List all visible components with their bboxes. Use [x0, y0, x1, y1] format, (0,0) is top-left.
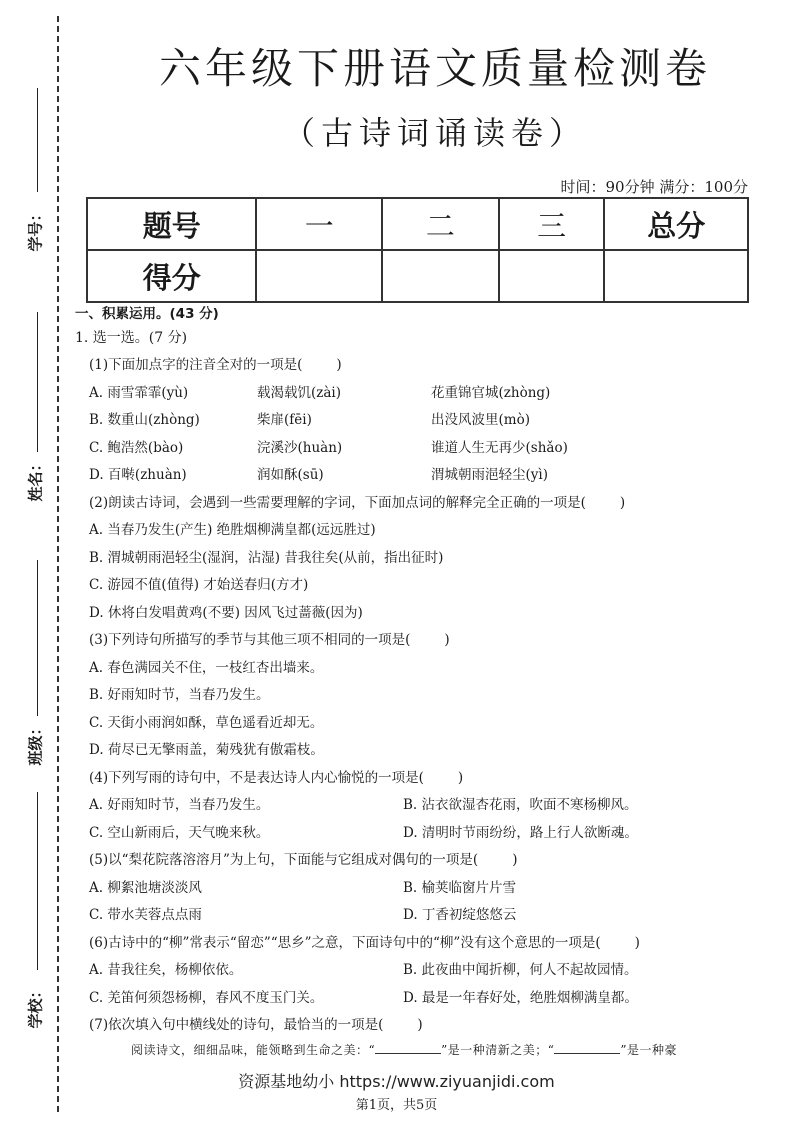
option-d: D. 荷尽已无擎雨盖，菊残犹有傲霜枝。	[89, 742, 324, 758]
option-c: C. 天街小雨润如酥，草色遥看近却无。	[89, 714, 324, 731]
option-a: A. 春色满园关不住，一枝红杏出墙来。	[89, 659, 324, 676]
option-row-b	[75, 407, 775, 435]
header-cell-part-2: 二	[382, 198, 499, 250]
fill-blank-1[interactable]	[375, 1042, 441, 1054]
option-a: A. 昔我往矣，杨柳依依。	[89, 962, 243, 978]
option-c: C. 空山新雨后，天气晚来秋。	[89, 824, 270, 841]
reading-passage: 阅读诗文，细细品味，能领略到生命之美：“ ”是一种清新之美；“ ”是一种豪	[131, 1042, 678, 1057]
subquestion-1-stem: (1)下面加点字的注音全对的一项是( )	[89, 357, 342, 373]
subquestion-6-stem: (6)古诗中的“柳”常表示“留恋”“思乡”之意，下面诗句中的“柳”没有这个意思的一项是( )	[89, 934, 640, 951]
option-a: A. 当春乃发生(产生) 绝胜烟柳满皇都(远远胜过)	[89, 522, 376, 538]
option-text: 花重锦官城(zhòng)	[431, 384, 551, 401]
option-a: A. 柳絮池塘淡淡风	[89, 879, 202, 896]
class-field[interactable]	[22, 560, 45, 790]
option-row-a	[75, 380, 775, 408]
exam-meta: 时间：90分钟 满分：100分	[560, 178, 748, 196]
header-cell-total: 总分	[604, 198, 748, 250]
option-row-ab	[75, 792, 775, 820]
option-b: B. 此夜曲中闻折柳，何人不起故园情。	[403, 962, 638, 978]
option-b: B. 榆荚临窗片片雪	[403, 879, 517, 896]
option-text: 谁道人生无再少(shǎo)	[431, 439, 568, 456]
question-1-title: 1. 选一选。(7 分)	[75, 330, 188, 346]
score-cell-part-1[interactable]	[256, 250, 382, 302]
score-cell-part-3[interactable]	[499, 250, 605, 302]
school-field[interactable]	[22, 792, 45, 1042]
subquestion-3-stem: (3)下列诗句所描写的季节与其他三项不相同的一项是( )	[89, 632, 450, 648]
class-underline	[37, 560, 38, 716]
section-1-title: 一、积累运用。(43 分)	[75, 306, 219, 322]
header-cell-question-no: 题号	[87, 198, 256, 250]
option-a: A. 好雨知时节，当春乃发生。	[89, 797, 270, 813]
option-row-cd	[75, 820, 775, 848]
score-cell-part-2[interactable]	[382, 250, 499, 302]
option-text: B. 数重山(zhòng)	[89, 412, 200, 428]
option-text: A. 雨雪霏霏(yù)	[89, 384, 189, 401]
option-row-d	[75, 462, 775, 490]
option-text: 柴扉(fēi)	[257, 412, 312, 428]
option-d: D. 清明时节雨纷纷，路上行人欲断魂。	[403, 824, 638, 841]
option-b: B. 好雨知时节，当春乃发生。	[89, 687, 270, 703]
page-title: 六年级下册语文质量检测卷	[158, 44, 711, 93]
binding-dashed-line	[57, 16, 59, 1112]
student-id-label: 学号：	[26, 206, 45, 252]
subquestion-4-stem: (4)下列写雨的诗句中，不是表达诗人内心愉悦的一项是( )	[89, 769, 464, 786]
score-table-score-row	[87, 250, 748, 302]
option-d: D. 休将白发唱黄鸡(不要) 因风飞过蔷薇(因为)	[89, 604, 363, 621]
name-label: 姓名：	[26, 456, 45, 502]
option-text: 载渴载饥(zài)	[257, 384, 342, 401]
header-cell-part-3: 三	[499, 198, 605, 250]
class-label: 班级：	[26, 720, 45, 766]
option-text: 润如酥(sū)	[257, 467, 324, 483]
option-row-ab	[75, 875, 775, 903]
option-c: C. 羌笛何须怨杨柳，春风不度玉门关。	[89, 989, 324, 1006]
name-underline	[37, 312, 38, 452]
watermark-link: 资源基地幼小 https://www.ziyuanjidi.com	[238, 1072, 555, 1091]
option-text: 出没风波里(mò)	[431, 412, 530, 428]
subquestion-5-stem: (5)以“梨花院落溶溶月”为上句，下面能与它组成对偶句的一项是( )	[89, 852, 518, 868]
option-d: D. 最是一年春好处，绝胜烟柳满皇都。	[403, 989, 638, 1006]
header-cell-part-1: 一	[256, 198, 382, 250]
school-label: 学校：	[26, 983, 45, 1029]
score-table	[86, 197, 749, 303]
subquestion-2-stem: (2)朗读古诗词，会遇到一些需要理解的字词，下面加点词的解释完全正确的一项是( )	[89, 494, 626, 511]
option-text: 渭城朝雨浥轻尘(yì)	[431, 467, 548, 483]
page-number: 第1页，共5页	[355, 1098, 438, 1113]
option-text: C. 鲍浩然(bào)	[89, 439, 184, 456]
option-row-cd	[75, 902, 775, 930]
page-subtitle: （古诗词诵读卷）	[282, 114, 587, 152]
option-text: 浣溪沙(huàn)	[257, 439, 343, 456]
school-underline	[37, 792, 38, 970]
option-b: B. 渭城朝雨浥轻尘(湿润，沾湿) 昔我往矣(从前，指出征时)	[89, 549, 444, 566]
option-row-cd	[75, 985, 775, 1013]
name-field[interactable]	[22, 312, 45, 512]
option-b: B. 沾衣欲湿杏花雨，吹面不寒杨柳风。	[403, 797, 638, 813]
student-id-underline	[37, 88, 38, 192]
option-c: C. 游园不值(值得) 才始送春归(方才)	[89, 577, 309, 593]
option-d: D. 丁香初绽悠悠云	[403, 907, 517, 923]
score-row-label: 得分	[87, 250, 256, 302]
subquestion-7-stem: (7)依次填入句中横线处的诗句，最恰当的一项是( )	[89, 1017, 423, 1033]
fill-blank-2[interactable]	[554, 1042, 620, 1054]
score-table-header-row	[87, 198, 748, 250]
option-row-ab	[75, 957, 775, 985]
option-text: D. 百啭(zhuàn)	[89, 467, 187, 483]
option-row-c	[75, 435, 775, 463]
exam-content	[75, 303, 775, 1060]
option-c: C. 带水芙蓉点点雨	[89, 907, 202, 923]
score-cell-total[interactable]	[604, 250, 748, 302]
